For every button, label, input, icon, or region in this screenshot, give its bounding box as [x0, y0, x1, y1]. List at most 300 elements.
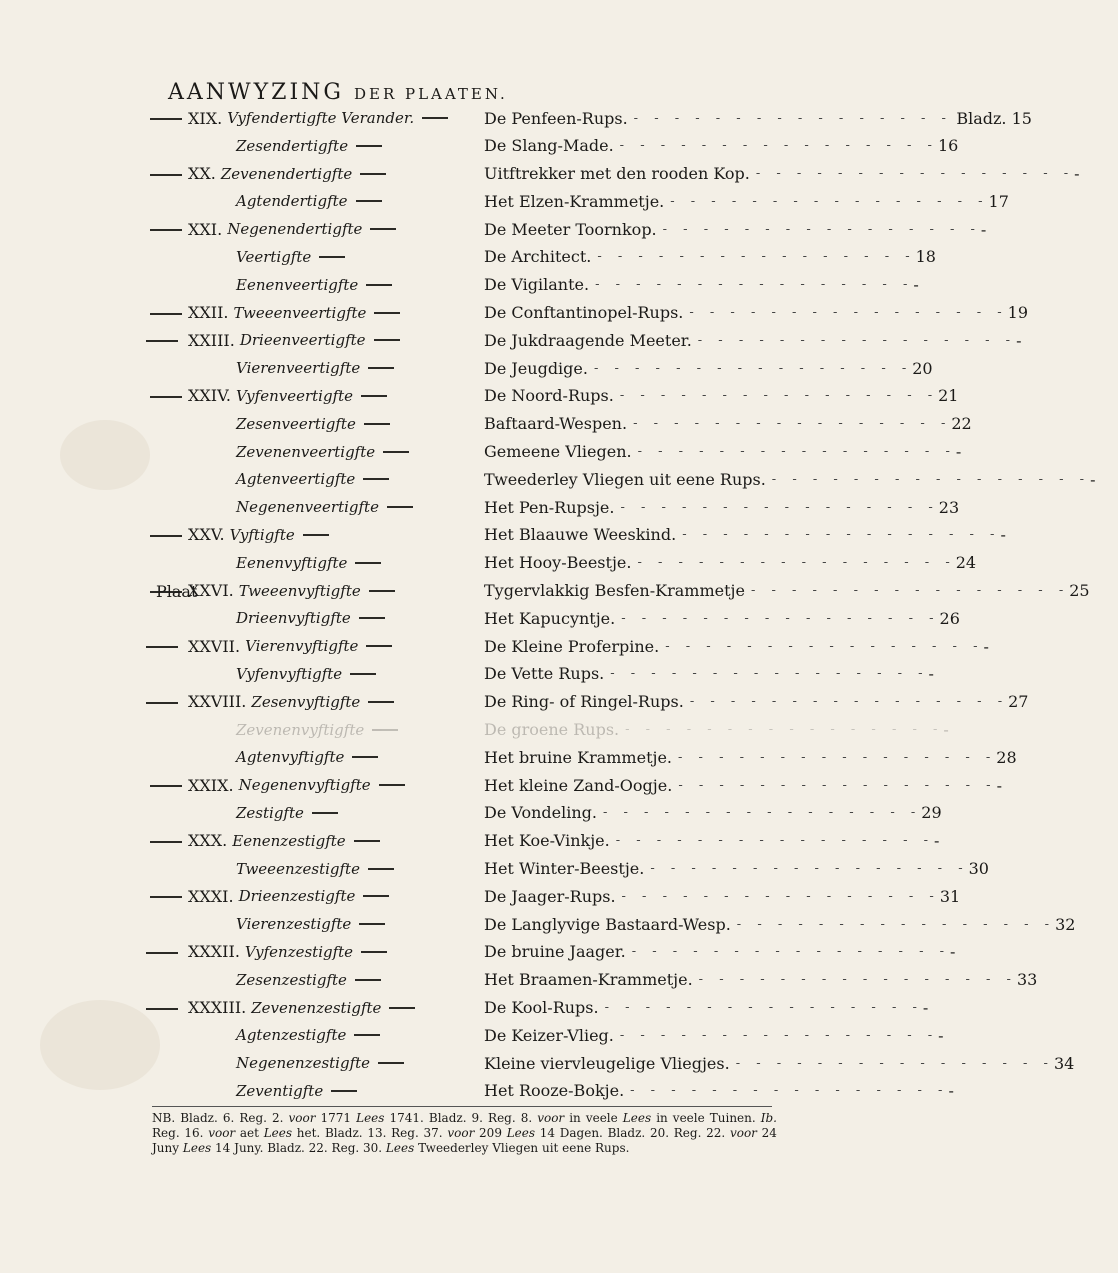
insect-entry — [484, 161, 1080, 187]
insect-entry — [484, 633, 989, 659]
page-number: 19 — [1007, 303, 1029, 323]
insect-entry — [484, 133, 959, 159]
plate-variation-label — [236, 967, 381, 993]
index-row — [0, 383, 959, 411]
page-number: - — [934, 831, 940, 851]
leader-dots: - - - - - - - - - - - - - - - - — [735, 1055, 1054, 1071]
index-row — [0, 494, 960, 522]
page-number: - — [955, 442, 962, 462]
insect-name: Het Pen-Rupsje. — [484, 497, 615, 517]
leader-dots: - - - - - - - - - - - - - - - - — [615, 833, 934, 849]
rule-dash — [363, 478, 389, 480]
leader-dots: - - - - - - - - - - - - - - - - — [631, 944, 951, 960]
footnote-divider — [152, 1106, 772, 1107]
plate-number: XXXI. — [188, 886, 234, 906]
index-row — [0, 522, 1006, 550]
variation-name: Zevenenzestigfte — [251, 998, 382, 1017]
plate-variation-label — [236, 355, 394, 381]
leader-dots: - - - - - - - - - - - - - - - - — [771, 471, 1091, 487]
rule-dash — [354, 840, 380, 842]
insect-entry — [484, 105, 1032, 131]
page-number: 22 — [951, 414, 972, 434]
variation-name: Negenenzestigfte — [236, 1054, 371, 1073]
index-row — [0, 828, 940, 856]
rule-dash — [150, 313, 182, 315]
leader-dots: - - - - - - - - - - - - - - - - — [593, 360, 913, 376]
variation-name: Tweeenveertigfte — [233, 303, 367, 322]
index-row — [0, 633, 989, 661]
insect-name: De Vondeling. — [484, 803, 597, 823]
variation-name: Zesenzestigfte — [236, 970, 347, 989]
rule-dash — [389, 1007, 415, 1009]
leader-dots: - - - - - - - - - - - - - - - - — [650, 861, 969, 877]
rule-dash — [150, 841, 182, 843]
variation-name: Drieenvyftigfte — [236, 609, 351, 628]
rule-dash — [366, 284, 392, 286]
plate-variation-label — [236, 856, 394, 882]
leader-dots: - - - - - - - - - - - - - - - - — [637, 555, 956, 571]
leader-dots: - - - - - - - - - - - - - - - - — [621, 888, 940, 904]
insect-name: Het Blaauwe Weeskind. — [484, 525, 677, 545]
rule-dash — [368, 367, 394, 369]
plate-variation-label — [188, 939, 387, 965]
insect-name: Het Hooy-Beestje. — [484, 553, 632, 573]
insect-entry — [484, 244, 936, 270]
variation-name: Negenendertigfte — [227, 220, 363, 239]
leader-dots: - - - - - - - - - - - - - - - - — [665, 638, 984, 654]
variation-name: Veertigfte — [236, 247, 312, 266]
insect-name: Het bruine Krammetje. — [484, 747, 673, 767]
index-row — [0, 466, 1096, 494]
page-number: - — [928, 664, 934, 684]
index-row — [0, 856, 989, 884]
leader-dots: - - - - - - - - - - - - - - - - — [637, 444, 956, 460]
leader-dots: - - - - - - - - - - - - - - - - — [602, 805, 922, 821]
plate-number: XXI. — [188, 219, 223, 239]
insect-name: De Vette Rups. — [484, 664, 605, 684]
plate-index-list — [0, 105, 1096, 1106]
index-row — [0, 995, 929, 1023]
page-number: - — [950, 942, 956, 962]
variation-name: Drieenzestigfte — [238, 887, 356, 906]
plate-variation-label — [236, 1022, 380, 1048]
variation-name: Vierenveertigfte — [236, 359, 361, 378]
plate-variation-label — [188, 327, 400, 353]
variation-name: Tweeenzestigfte — [236, 859, 360, 878]
leader-dots: - - - - - - - - - - - - - - - - — [682, 527, 1001, 543]
rule-dash — [319, 256, 345, 258]
insect-entry — [484, 466, 1096, 492]
leader-dots: - - - - - - - - - - - - - - - - — [662, 221, 981, 237]
insect-name: Het Winter-Beestje. — [484, 859, 645, 879]
variation-name: Negenenvyftigfte — [238, 776, 371, 795]
rule-dash — [146, 952, 178, 954]
plate-variation-label — [236, 133, 382, 159]
plate-number: XXII. — [188, 303, 229, 323]
plate-variation-label — [236, 1050, 404, 1076]
index-row — [0, 161, 1080, 189]
insect-name: Het Rooze-Bokje. — [484, 1081, 625, 1101]
insect-entry — [484, 300, 1029, 326]
insect-entry — [484, 494, 960, 520]
variation-name: Vyfenzestigfte — [244, 942, 354, 961]
page-number: - — [980, 219, 987, 239]
title-small: DER PLAATEN. — [353, 85, 508, 103]
insect-entry — [484, 327, 1022, 353]
rule-dash — [366, 645, 392, 647]
variation-name: Zestigfte — [236, 803, 304, 822]
index-row — [0, 911, 1076, 939]
variation-name: Zeventigfte — [236, 1081, 324, 1100]
plate-number: XIX. — [188, 108, 223, 128]
insect-name: Het Elzen-Krammetje. — [484, 191, 665, 211]
rule-dash — [372, 729, 398, 731]
index-row — [0, 216, 987, 244]
leader-dots: - - - - - - - - - - - - - - - - — [736, 916, 1056, 932]
index-row — [0, 188, 1009, 216]
insect-name: Uitftrekker met den rooden Kop. — [484, 164, 750, 184]
plate-variation-label — [236, 911, 385, 937]
variation-name: Eenenveertigfte — [236, 275, 359, 294]
insect-entry — [484, 995, 929, 1021]
index-row — [0, 744, 1017, 772]
plate-variation-label — [236, 550, 381, 576]
rule-dash — [150, 535, 182, 537]
rule-dash — [422, 117, 448, 119]
page-number: - — [943, 720, 949, 740]
variation-name: Zesenveertigfte — [236, 414, 356, 433]
insect-entry — [484, 967, 1038, 993]
leader-dots: - - - - - - - - - - - - - - - - — [610, 666, 929, 682]
plate-variation-label — [188, 383, 387, 409]
insect-entry — [484, 272, 919, 298]
plate-variation-label — [236, 744, 378, 770]
insect-entry — [484, 661, 934, 687]
variation-name: Zevenendertigfte — [220, 164, 353, 183]
rule-dash — [361, 395, 387, 397]
page-number: 28 — [996, 747, 1017, 767]
index-row — [0, 244, 936, 272]
variation-name: Vyfendertigfte Verander. — [227, 109, 415, 127]
rule-dash — [146, 702, 178, 704]
leader-dots: - - - - - - - - - - - - - - - - — [698, 972, 1017, 988]
variation-name: Vyfenveertigfte — [235, 386, 354, 405]
page-number: 34 — [1053, 1053, 1075, 1073]
rule-dash — [359, 617, 385, 619]
insect-entry — [484, 605, 960, 631]
plate-variation-label — [236, 411, 390, 437]
index-row — [0, 717, 949, 745]
insect-entry — [484, 772, 1002, 798]
rule-dash — [331, 1090, 357, 1092]
leader-dots: - - - - - - - - - - - - - - - - — [755, 166, 1075, 182]
variation-name: Drieenveertigfte — [239, 331, 366, 350]
page-number: 24 — [955, 553, 977, 573]
plaat-label: Plaat — [156, 581, 198, 601]
rule-dash — [368, 701, 394, 703]
insect-name: Het Koe-Vinkje. — [484, 831, 610, 851]
rule-dash — [354, 1034, 380, 1036]
insect-entry — [484, 717, 949, 743]
insect-name: Het Braamen-Krammetje. — [484, 970, 693, 990]
variation-name: Vierenvyftigfte — [245, 637, 359, 656]
rule-dash — [146, 340, 178, 342]
rule-dash — [363, 895, 389, 897]
insect-entry — [484, 744, 1017, 770]
rule-dash — [379, 784, 405, 786]
insect-name: De Slang-Made. — [484, 136, 614, 156]
rule-dash — [374, 339, 400, 341]
rule-dash — [150, 896, 182, 898]
insect-name: De Kleine Proferpine. — [484, 636, 660, 656]
insect-name: De Jukdraagende Meeter. — [484, 330, 692, 350]
page-number: 21 — [938, 386, 959, 406]
rule-dash — [350, 673, 376, 675]
insect-entry — [484, 439, 962, 465]
page-number: 29 — [921, 803, 942, 823]
rule-dash — [356, 200, 382, 202]
leader-dots: - - - - - - - - - - - - - - - - — [630, 1083, 949, 1099]
variation-name: Tweeenvyftigfte — [238, 581, 361, 600]
insect-entry — [484, 411, 972, 437]
index-row — [0, 967, 1038, 995]
page-number: - — [922, 998, 929, 1017]
insect-entry — [484, 828, 940, 854]
plate-variation-label — [236, 439, 409, 465]
page-number: - — [1000, 525, 1006, 545]
index-row — [0, 1050, 1075, 1078]
variation-name: Eenenzestigfte — [232, 831, 346, 850]
plate-variation-label — [188, 689, 394, 715]
plate-variation-label — [236, 494, 413, 520]
rule-dash — [150, 174, 182, 176]
variation-name: Zevenenveertigfte — [236, 442, 376, 461]
plate-variation-label — [188, 633, 392, 659]
insect-name: Het Kapucyntje. — [484, 608, 616, 628]
page-number: 23 — [938, 497, 960, 517]
insect-entry — [484, 1078, 954, 1104]
rule-dash — [368, 868, 394, 870]
insect-entry — [484, 1050, 1075, 1076]
leader-dots: - - - - - - - - - - - - - - - - — [689, 694, 1009, 710]
rule-dash — [355, 979, 381, 981]
rule-dash — [383, 451, 409, 453]
page-number: - — [983, 636, 989, 656]
insect-entry — [484, 856, 989, 882]
insect-entry — [484, 689, 1029, 715]
index-row — [0, 578, 1090, 606]
plate-variation-label — [236, 661, 376, 687]
index-row — [0, 300, 1029, 328]
rule-dash — [303, 534, 329, 536]
plate-variation-label — [188, 522, 329, 548]
leader-dots: - - - - - - - - - - - - - - - - — [633, 110, 952, 126]
index-row — [0, 105, 1032, 133]
leader-dots: - - - - - - - - - - - - - - - - — [619, 138, 938, 154]
rule-dash — [150, 229, 182, 231]
rule-dash — [364, 423, 390, 425]
plate-number: XXXII. — [188, 942, 240, 962]
index-row — [0, 327, 1022, 355]
rule-dash — [150, 396, 182, 398]
index-row — [0, 272, 919, 300]
variation-name: Zesenvyftigfte — [251, 692, 361, 711]
page-number: 20 — [912, 358, 933, 378]
leader-dots: - - - - - - - - - - - - - - - - — [670, 193, 989, 209]
variation-name: Eenenvyftigfte — [236, 553, 348, 572]
leader-dots: - - - - - - - - - - - - - - - - — [619, 388, 939, 404]
insect-entry — [484, 383, 959, 409]
index-row — [0, 439, 962, 467]
plate-number: XX. — [188, 164, 216, 184]
variation-name: Agtenzestigfte — [236, 1026, 347, 1045]
variation-name: Vierenzestigfte — [236, 915, 352, 934]
plate-number: XXVI. — [188, 581, 234, 601]
insect-entry — [484, 1022, 944, 1048]
page-number: 17 — [988, 191, 1009, 211]
insect-name: Kleine viervleugelige Vliegjes. — [484, 1053, 730, 1073]
insect-entry — [484, 355, 933, 381]
insect-name: De Architect. — [484, 247, 592, 267]
insect-name: Tygervlakkig Besfen-Krammetje — [484, 581, 745, 601]
leader-dots: - - - - - - - - - - - - - - - - — [597, 249, 916, 265]
variation-name: Vyftigfte — [229, 525, 295, 544]
variation-name: Vyfenvyftigfte — [236, 664, 343, 683]
insect-name: De Langlyvige Bastaard-Wesp. — [484, 914, 731, 934]
page-number: 16 — [937, 136, 959, 156]
insect-name: De Noord-Rups. — [484, 386, 614, 406]
rule-dash — [369, 590, 395, 592]
leader-dots: - - - - - - - - - - - - - - - - — [689, 305, 1008, 321]
page-number: 26 — [939, 608, 960, 628]
plate-variation-label — [236, 717, 398, 743]
page-number: 25 — [1069, 581, 1090, 601]
plate-variation-label — [236, 244, 345, 270]
insect-name: De Penfeen-Rups. — [484, 108, 628, 128]
page-number: 32 — [1055, 914, 1076, 934]
leader-dots: - - - - - - - - - - - - - - - - — [625, 722, 944, 738]
index-row — [0, 133, 959, 161]
insect-entry — [484, 188, 1009, 214]
index-row — [0, 772, 1002, 800]
plate-number: XXVIII. — [188, 692, 247, 712]
index-row — [0, 689, 1029, 717]
rule-dash — [374, 312, 400, 314]
plate-variation-label — [188, 995, 415, 1021]
insect-entry — [484, 578, 1090, 604]
leader-dots: - - - - - - - - - - - - - - - - — [678, 777, 997, 793]
plate-variation-label — [236, 466, 389, 492]
insect-name: De Kool-Rups. — [484, 998, 599, 1017]
rule-dash — [150, 785, 182, 787]
page-number: - — [1074, 164, 1080, 184]
insect-entry — [484, 522, 1006, 548]
index-row — [0, 355, 933, 383]
page-title — [168, 80, 508, 105]
plate-number: XXVII. — [188, 636, 241, 656]
leader-dots: - - - - - - - - - - - - - - - - — [697, 332, 1017, 348]
page-number: - — [1016, 330, 1022, 350]
rule-dash — [356, 145, 382, 147]
rule-dash — [146, 646, 178, 648]
leader-dots: - - - - - - - - - - - - - - - - — [620, 499, 939, 515]
insect-name: Het kleine Zand-Oogje. — [484, 775, 673, 795]
plate-variation-label — [236, 272, 392, 298]
page-number: 27 — [1008, 692, 1029, 712]
plate-variation-label — [188, 578, 395, 604]
plate-number: XXIV. — [188, 386, 231, 406]
rule-dash — [312, 812, 338, 814]
variation-name: Agtenveertigfte — [236, 470, 356, 489]
page-number: - — [996, 775, 1002, 795]
insect-entry — [484, 800, 942, 826]
insect-name: De Vigilante. — [484, 275, 590, 295]
plate-number: XXX. — [188, 831, 228, 851]
variation-name: Agtendertigfte — [236, 192, 348, 211]
plate-variation-label — [236, 605, 385, 631]
page-number: - — [1090, 469, 1096, 489]
insect-name: De bruine Jaager. — [484, 942, 626, 962]
page-number: - — [913, 275, 919, 295]
insect-name: De Jeugdige. — [484, 358, 588, 378]
leader-dots: - - - - - - - - - - - - - - - - — [604, 1000, 923, 1015]
index-row — [0, 661, 934, 689]
plate-variation-label — [188, 105, 448, 131]
insect-name: De Jaager-Rups. — [484, 886, 616, 906]
index-row — [0, 800, 942, 828]
leader-dots: - - - - - - - - - - - - - - - - — [678, 749, 997, 765]
rule-dash — [352, 756, 378, 758]
page-number: - — [938, 1025, 944, 1045]
leader-dots: - - - - - - - - - - - - - - - - — [633, 416, 952, 432]
plate-number: XXXIII. — [188, 998, 247, 1017]
rule-dash — [150, 118, 182, 120]
insect-entry — [484, 939, 956, 965]
insect-name: Baftaard-Wespen. — [484, 414, 628, 434]
leader-dots: - - - - - - - - - - - - - - - - — [621, 610, 940, 626]
insect-name: De groene Rups. — [484, 720, 620, 740]
plate-variation-label — [188, 300, 400, 326]
index-row — [0, 1078, 954, 1106]
plate-number: XXIX. — [188, 775, 234, 795]
plate-variation-label — [236, 188, 382, 214]
page-number: 18 — [915, 247, 936, 267]
insect-entry — [484, 550, 977, 576]
leader-dots: - - - - - - - - - - - - - - - - — [619, 1027, 939, 1043]
plate-variation-label — [188, 828, 380, 854]
insect-entry — [484, 911, 1076, 937]
title-main: AANWYZING — [168, 80, 344, 105]
rule-dash — [387, 506, 413, 508]
plate-variation-label — [188, 216, 396, 242]
leader-dots: - - - - - - - - - - - - - - - - — [595, 277, 914, 293]
footnote-errata: NB. Bladz. 6. Reg. 2. voor 1771 Lees 1741. Bladz. 9. Reg. 8. voor in veele Lees in veele Tuinen. Ib. Reg. 16. voor aet Lees het. Bladz. 13. Reg. 37. voor 209 Lees 14 Dagen. Bladz. 20. Reg. 22. voor 24 Juny Lees 14 Juny. Bladz. 22. Reg. 30. Lees Tweederley Vliegen uit eene Rups. — [152, 1111, 777, 1155]
rule-dash — [360, 173, 386, 175]
variation-name: Zesendertigfte — [236, 136, 349, 155]
insect-name: De Conftantinopel-Rups. — [484, 303, 684, 323]
rule-dash — [370, 228, 396, 230]
insect-entry — [484, 883, 961, 909]
index-row — [0, 1022, 944, 1050]
rule-dash — [359, 923, 385, 925]
variation-name: Negenenveertigfte — [236, 498, 379, 517]
rule-dash — [378, 1062, 404, 1064]
index-row — [0, 550, 977, 578]
plate-variation-label — [236, 1078, 357, 1104]
index-row — [0, 605, 960, 633]
insect-name: De Ring- of Ringel-Rups. — [484, 692, 684, 712]
index-row — [0, 883, 961, 911]
